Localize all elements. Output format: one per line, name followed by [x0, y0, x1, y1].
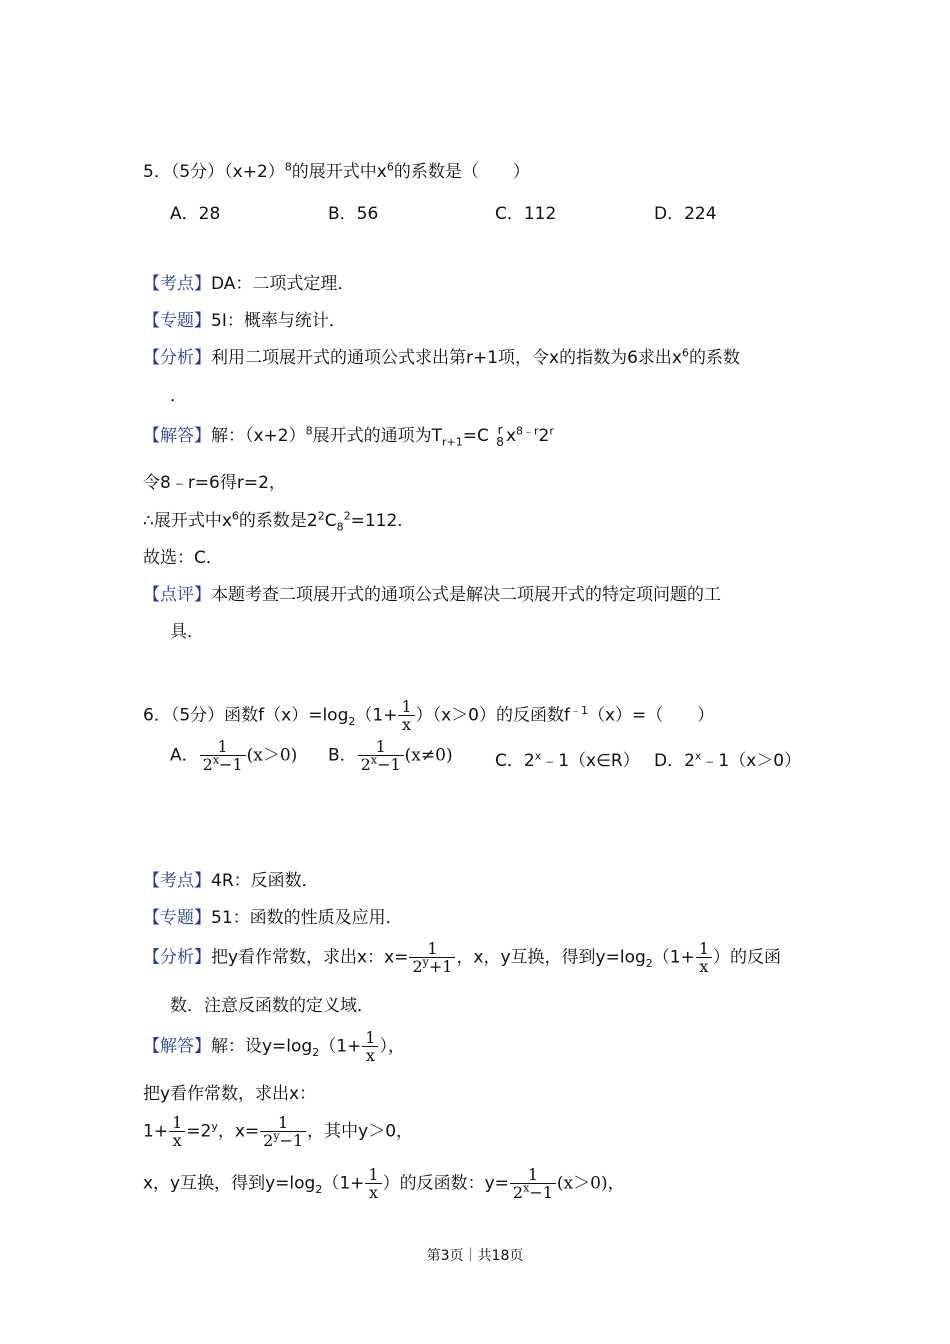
- q6-kaodian: 【考点】4R：反函数．: [143, 871, 319, 891]
- q6-option-c: C．2$^x$﹣1（x∈R）: [495, 749, 640, 771]
- q6-jieda: 【解答】解：设$y=\log_2(1+$ $\frac{1}{x}$ ），: [143, 1028, 405, 1065]
- q5-step1: 令8﹣r=6得r=2，: [143, 473, 286, 493]
- q6-stem: 6．（5分）函数$f(x)=\log_2(1+$ $\frac{1}{x}$ ）（x＞0）的反函数$f^{﹣1}(x)=$（ ）: [143, 697, 715, 734]
- q6-s3: x，y互换，得到$y=\log_2(1+$ $\frac{1}{x}$ ）的反函数：y= $\frac{1}{2^x-1}$ (x＞0)，: [143, 1165, 625, 1202]
- q6-option-b: B． $\frac{1}{2^x-1}$ (x≠0): [328, 737, 453, 774]
- q6-option-a: A． $\frac{1}{2^x-1}$ (x＞0): [170, 737, 298, 774]
- q6-stem-fraction: $\frac{1}{x}$: [398, 698, 414, 733]
- q5-zhuanti: 【专题】5I：概率与统计．: [143, 311, 346, 331]
- q5-fenxi: 【分析】利用二项展开式的通项公式求出第r+1项，令x的指数为6求出$x^6$的系数: [143, 346, 740, 368]
- q6-option-d: D．$2^x﹣1(x>0)$: [654, 749, 802, 771]
- q6-fenxi: 【分析】把y看作常数，求出x：x= $\frac{1}{2^y+1}$ ，x，y互换，得到$y=\log_2(1+$ $\frac{1}{x}$ ）的反函: [143, 939, 782, 976]
- q6-s1: 把y看作常数，求出x：: [143, 1084, 317, 1104]
- q5-option-a: A．28: [170, 204, 221, 224]
- q5-option-b: B．56: [328, 204, 379, 224]
- q5-stem: 5．（5分）$(x+2)^8$的展开式中$x^6$的系数是（ ）: [143, 160, 530, 182]
- q5-step2: ∴展开式中$x^6$的系数是$2^2C_8^2=112$．: [143, 509, 415, 534]
- q5-step3: 故选：C．: [143, 548, 223, 568]
- q5-dianping-cont: 具．: [170, 622, 204, 642]
- q5-option-c: C．112: [495, 204, 557, 224]
- q5-option-d: D．224: [654, 204, 717, 224]
- q5-dianping: 【点评】本题考查二项展开式的通项公式是解决二项展开式的特定项问题的工: [143, 585, 721, 605]
- page-footer: 第3页｜共18页: [426, 1248, 524, 1264]
- q5-fenxi-cont: ．: [170, 386, 187, 406]
- q6-s2: 1+ $\frac{1}{x}$ $=2^y$，x= $\frac{1}{2^y-1}$ ，其中y＞0，: [143, 1113, 414, 1150]
- q6-zhuanti: 【专题】51：函数的性质及应用．: [143, 908, 403, 928]
- q5-jieda: 【解答】解：$(x+2)^8$展开式的通项为$T_{r+1}=C$ r 8 $x^{8﹣r}2^r$: [143, 423, 554, 449]
- q5-kaodian: 【考点】DA：二项式定理．: [143, 274, 355, 294]
- q6-fenxi-cont: 数．注意反函数的定义域．: [170, 996, 374, 1016]
